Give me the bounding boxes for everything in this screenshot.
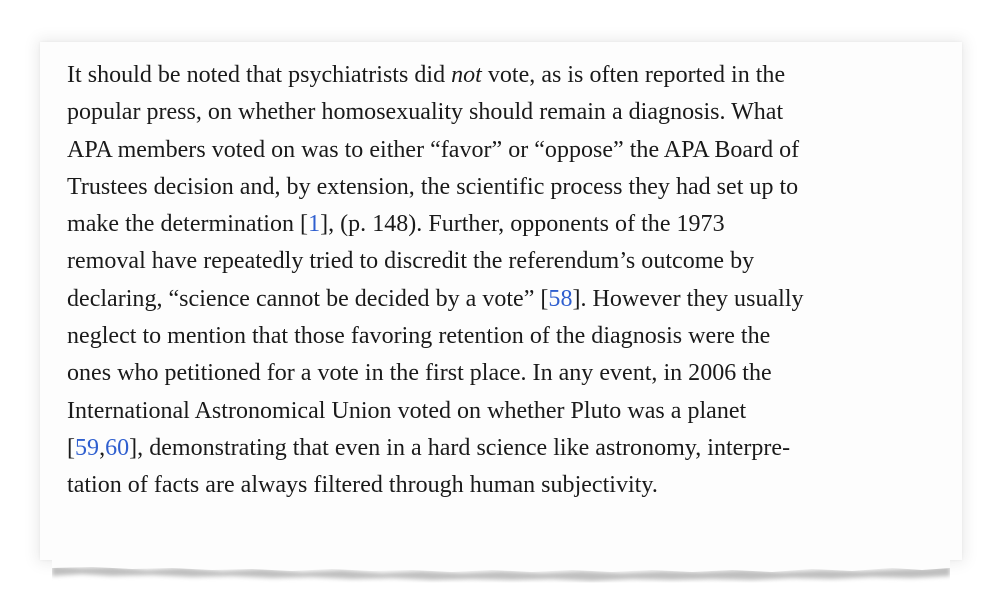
article-excerpt (67, 57, 947, 505)
citation-link-60[interactable]: 60 (105, 434, 130, 461)
text-segment: declaring, “science cannot be decided by a vote” [ (67, 285, 549, 312)
citation-link-59[interactable]: 59 (75, 434, 100, 461)
text-segment: ], (p. 148). Further, opponents of the 1973 (320, 211, 725, 238)
citation-link-1[interactable]: 1 (308, 211, 321, 238)
text-line (67, 281, 947, 318)
citation-link-58[interactable]: 58 (548, 285, 573, 312)
text-line: APA members voted on was to either “favor” or “oppose” the APA Board of (67, 136, 800, 163)
text-line (67, 57, 947, 94)
text-line (67, 430, 947, 467)
text-line: International Astronomical Union voted on whether Pluto was a planet (67, 397, 747, 424)
text-segment: make the determination [ (67, 211, 309, 238)
text-line: ones who petitioned for a vote in the first place. In any event, in 2006 the (67, 360, 772, 387)
text-line (67, 206, 947, 243)
text-segment: ]. However they usually (572, 285, 804, 312)
text-segment: It should be noted that psychiatrists did (67, 62, 452, 88)
text-line: popular press, on whether homosexuality should remain a diagnosis. What (67, 99, 784, 126)
torn-edge-shadow (52, 546, 950, 586)
text-segment: [ (67, 434, 76, 461)
emphasis-text: not (451, 62, 482, 88)
text-line: neglect to mention that those favoring retention of the diagnosis were the (67, 323, 771, 350)
text-line: Trustees decision and, by extension, the scientific process they had set up to (67, 173, 799, 200)
text-segment: ], demonstrating that even in a hard science like astronomy, interpre- (129, 434, 791, 461)
text-segment: , (99, 434, 106, 461)
text-segment: vote, as is often reported in the (481, 62, 786, 88)
text-line: tation of facts are always filtered through human subjectivity. (67, 472, 658, 499)
text-line: removal have repeatedly tried to discredit the referendum’s outcome by (67, 248, 755, 275)
